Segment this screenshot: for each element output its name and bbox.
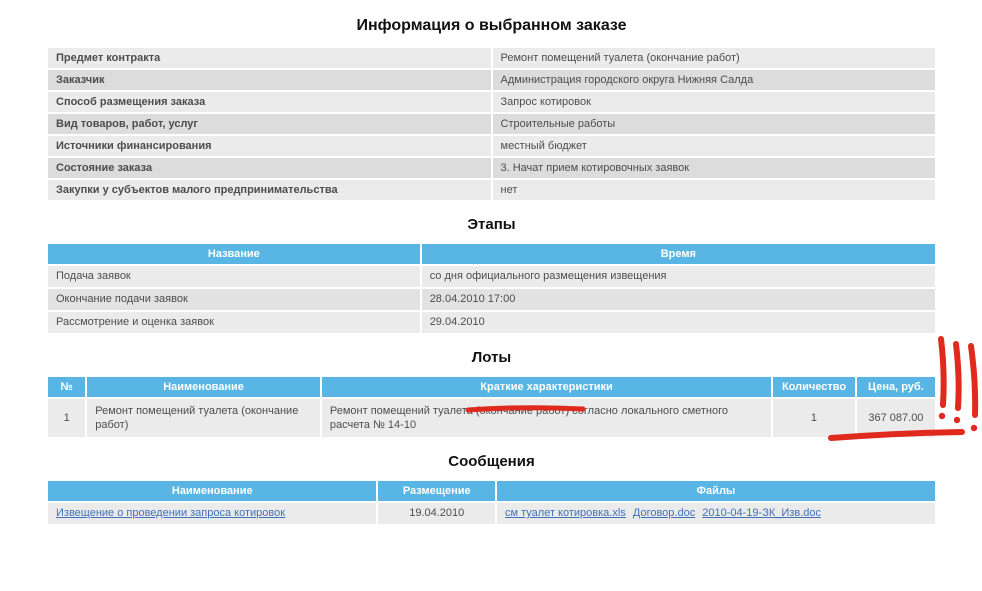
table-row xyxy=(48,92,935,112)
file-link-doc[interactable]: Договор.doc xyxy=(632,507,696,519)
messages-header-date: Размещение xyxy=(378,481,495,501)
order-info-value: Администрация городского округа Нижняя Салда xyxy=(493,70,936,90)
lots-header-price: Цена, руб. xyxy=(857,377,935,397)
table-row xyxy=(48,180,935,200)
lot-name: Ремонт помещений туалета (окончание работ) xyxy=(87,399,320,437)
lot-num: 1 xyxy=(48,399,85,437)
table-row xyxy=(48,158,935,178)
message-name-cell xyxy=(48,503,376,524)
page-title: Информация о выбранном заказе xyxy=(356,17,627,34)
lots-header-specs: Краткие характеристики xyxy=(322,377,771,397)
order-info-label: Источники финансирования xyxy=(48,136,491,156)
order-info-value: Ремонт помещений туалета (окончание работ) xyxy=(493,48,936,68)
red-exclamation-dot-3 xyxy=(971,425,977,431)
red-exclamation-stroke-2 xyxy=(956,344,959,408)
lots-header-name: Наименование xyxy=(87,377,320,397)
order-info-table xyxy=(46,46,937,202)
order-info-label: Предмет контракта xyxy=(48,48,491,68)
table-header-row xyxy=(48,481,935,501)
order-info-label: Заказчик xyxy=(48,70,491,90)
order-info-value: нет xyxy=(493,180,936,200)
lot-price: 367 087.00 xyxy=(857,399,935,437)
order-info-label: Вид товаров, работ, услуг xyxy=(48,114,491,134)
messages-header-name: Наименование xyxy=(48,481,376,501)
table-row xyxy=(48,136,935,156)
table-row xyxy=(48,503,935,524)
table-row xyxy=(48,266,935,287)
order-info-label: Состояние заказа xyxy=(48,158,491,178)
red-exclamation-stroke-1 xyxy=(941,339,944,405)
lots-table xyxy=(46,375,937,439)
lots-header-quantity: Количество xyxy=(773,377,855,397)
red-exclamation-stroke-3 xyxy=(971,346,975,415)
stages-table xyxy=(46,242,937,335)
stage-time: со дня официального размещения извещения xyxy=(422,266,935,287)
table-row xyxy=(48,70,935,90)
messages-table xyxy=(46,479,937,526)
message-date: 19.04.2010 xyxy=(378,503,495,524)
messages-title: Сообщения xyxy=(448,453,535,470)
order-info-value: 3. Начат прием котировочных заявок xyxy=(493,158,936,178)
order-info-value: Строительные работы xyxy=(493,114,936,134)
stages-header-time: Время xyxy=(422,244,935,264)
message-files-cell xyxy=(497,503,935,524)
stage-time: 29.04.2010 xyxy=(422,312,935,333)
table-header-row xyxy=(48,244,935,264)
table-row xyxy=(48,399,935,437)
stage-name: Рассмотрение и оценка заявок xyxy=(48,312,420,333)
stages-header-name: Название xyxy=(48,244,420,264)
stage-time: 28.04.2010 17:00 xyxy=(422,289,935,310)
lot-quantity: 1 xyxy=(773,399,855,437)
order-info-label: Закупки у субъектов малого предпринимательства xyxy=(48,180,491,200)
table-row xyxy=(48,312,935,333)
table-row xyxy=(48,289,935,310)
stages-title: Этапы xyxy=(467,216,516,233)
table-row xyxy=(48,48,935,68)
file-link-izv-doc[interactable]: 2010-04-19-ЗК_Изв.doc xyxy=(702,507,821,519)
order-info-label: Способ размещения заказа xyxy=(48,92,491,112)
lot-specs: Ремонт помещений туалета (окончание работ) согласно локального сметного расчета № 14-10 xyxy=(322,399,771,437)
messages-header-files: Файлы xyxy=(497,481,935,501)
stage-name: Подача заявок xyxy=(48,266,420,287)
order-info-value: местный бюджет xyxy=(493,136,936,156)
order-info-value: Запрос котировок xyxy=(493,92,936,112)
lots-title: Лоты xyxy=(471,349,512,366)
message-link[interactable]: Извещение о проведении запроса котировок xyxy=(56,507,286,519)
table-header-row xyxy=(48,377,935,397)
lots-header-num: № xyxy=(48,377,85,397)
table-row xyxy=(48,114,935,134)
red-exclamation-dot-2 xyxy=(954,417,960,423)
file-link-xls[interactable]: см туалет котировка.xls xyxy=(505,507,626,519)
red-exclamation-dot-1 xyxy=(939,413,945,419)
stage-name: Окончание подачи заявок xyxy=(48,289,420,310)
